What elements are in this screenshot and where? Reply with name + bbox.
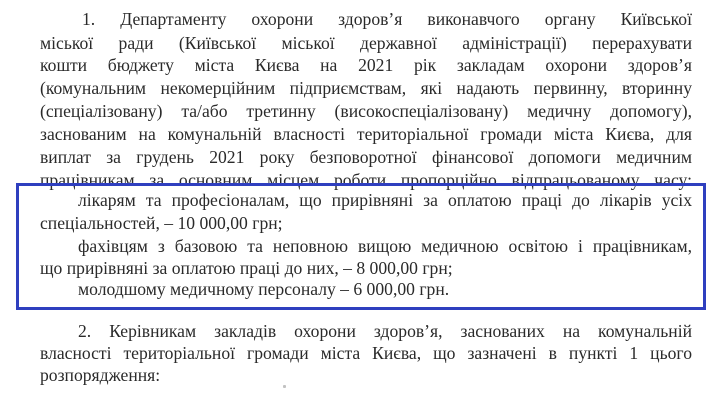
paragraph-2-line-1: 2. Керівникам закладів охорони здоров’я, заснованих на комунальній — [78, 321, 692, 341]
paragraph-1-line-1: 1. Департаменту охорони здоров’я виконавчого органу Київської — [82, 9, 692, 29]
paragraph-1-line-2: міської ради (Київської міської державної адміністрації) перерахувати — [40, 33, 692, 53]
paragraph-1-line-5: (спеціалізовану) та/або третинну (високоспеціалізовану) медичну допомогу), — [40, 101, 692, 121]
paragraph-1-line-6: заснованим на комунальній власності територіальної громади міста Києва, для — [40, 124, 692, 144]
scan-speck — [283, 385, 286, 388]
list-item-specialists-line-2: що прирівняні за оплатою праці до них, – 8 000,00 грн; — [40, 258, 453, 278]
list-item-specialists-line-1: фахівцям з базовою та неповною вищою медичною освітою і працівникам, — [78, 236, 692, 256]
paragraph-2-line-3: розпорядження: — [40, 365, 161, 385]
paragraph-2-line-2: власності територіальної громади міста Києва, що зазначені в пункті 1 цього — [40, 343, 692, 363]
paragraph-1-line-4: (комунальним некомерційним підприємствам, які надають первинну, вторинну — [40, 78, 692, 98]
paragraph-1-line-7: виплат за грудень 2021 року безповоротної фінансової допомоги медичним — [40, 147, 692, 167]
paragraph-1-line-3: кошти бюджету міста Києва на 2021 рік закладам охорони здоров’я — [40, 55, 692, 75]
list-item-doctors-line-1: лікарям та професіоналам, що прирівняні за оплатою праці до лікарів усіх — [78, 190, 692, 210]
paragraph-1-line-8: працівникам за основним місцем роботи пропорційно відпрацьованому часу: — [40, 170, 692, 190]
list-item-junior-staff: молодшому медичному персоналу – 6 000,00 грн. — [78, 279, 450, 299]
highlight-box — [16, 183, 706, 310]
list-item-doctors-line-2: спеціальностей, – 10 000,00 грн; — [40, 213, 283, 233]
